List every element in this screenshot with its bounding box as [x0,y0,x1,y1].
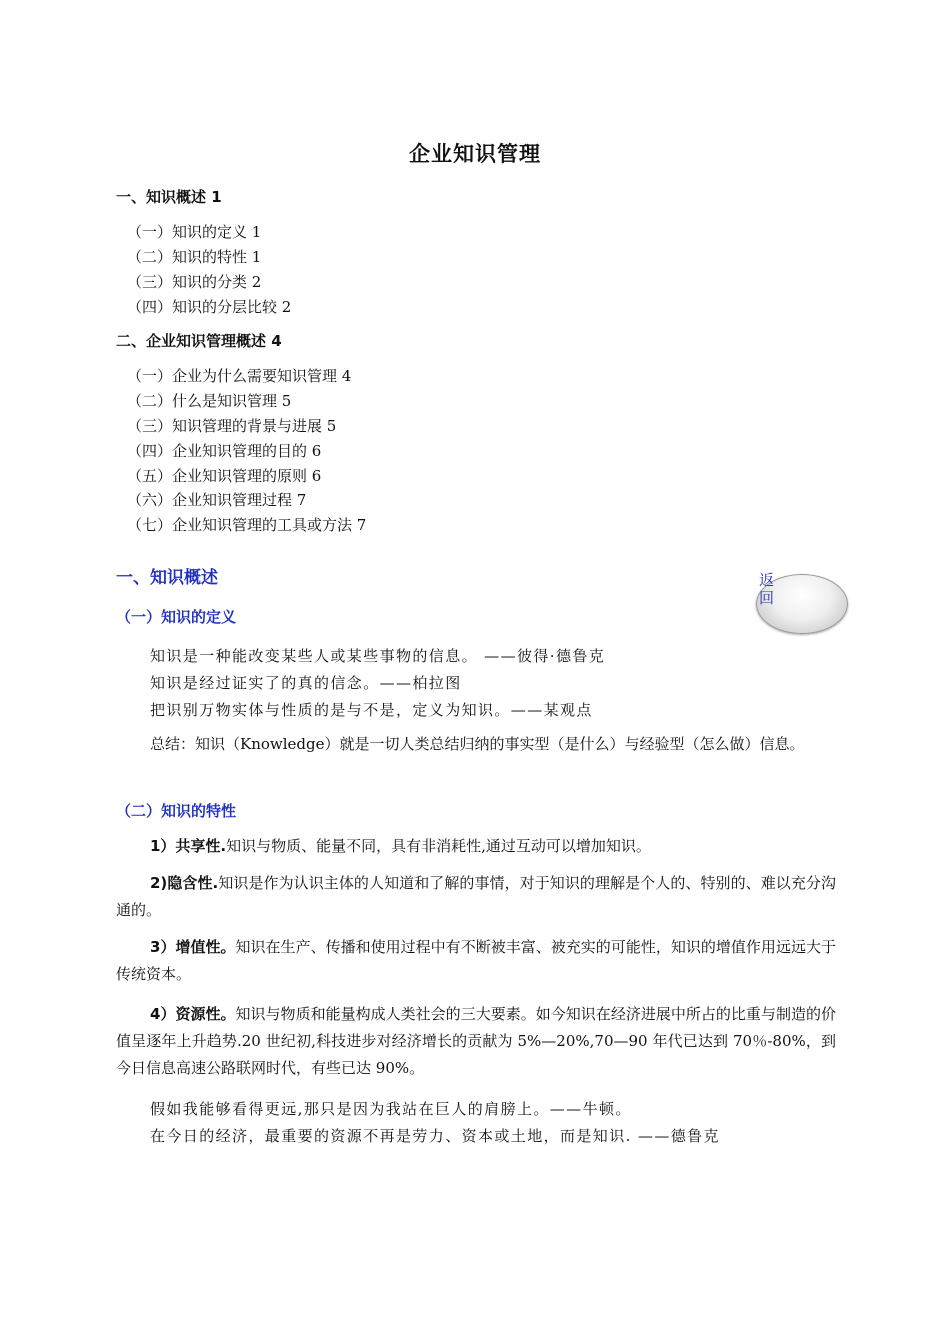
property-paragraph [116,870,836,924]
section-heading: 一、知识概述 [116,568,218,588]
toc-item[interactable]: （四）知识的分层比较 2 [127,298,292,316]
toc-item[interactable]: （一）企业为什么需要知识管理 4 [127,367,352,385]
return-button-label: 返回 [759,571,775,607]
toc-section-2[interactable]: 二、企业知识管理概述 4 [116,332,282,350]
toc-item[interactable]: （七）企业知识管理的工具或方法 7 [127,516,367,534]
toc-item[interactable]: （三）知识的分类 2 [127,273,262,291]
property-text: 知识在生产、传播和使用过程中有不断被丰富、被充实的可能性，知识的增值作用远远大于传统资本。 [116,938,836,983]
toc-item[interactable]: （二）什么是知识管理 5 [127,392,292,410]
property-label: 3）增值性。 [150,938,236,956]
summary-paragraph: 总结：知识（Knowledge）就是一切人类总结归纳的事实型（是什么）与经验型（怎么做）信息。 [150,735,805,753]
definition-quote: 知识是一种能改变某些人或某些事物的信息。 ——彼得·德鲁克 [150,647,606,665]
closing-quote: 假如我能够看得更远,那只是因为我站在巨人的肩膀上。——牛顿。 [150,1100,632,1118]
page-title: 企业知识管理 [409,142,541,166]
property-text: 知识与物质、能量不同，具有非消耗性,通过互动可以增加知识。 [226,837,651,855]
property-label: 4）资源性。 [150,1005,236,1023]
property-paragraph [116,934,836,988]
toc-item[interactable]: （六）企业知识管理过程 7 [127,491,307,509]
toc-item[interactable]: （五）企业知识管理的原则 6 [127,467,322,485]
subsection-heading: （二）知识的特性 [116,802,237,820]
return-button[interactable] [756,571,848,634]
toc-item[interactable]: （二）知识的特性 1 [127,248,262,266]
subsection-heading: （一）知识的定义 [116,608,237,626]
toc-item[interactable]: （三）知识管理的背景与进展 5 [127,417,337,435]
property-paragraph [116,833,836,860]
toc-item[interactable]: （四）企业知识管理的目的 6 [127,442,322,460]
toc-item[interactable]: （一）知识的定义 1 [127,223,262,241]
property-text: 知识与物质和能量构成人类社会的三大要素。如今知识在经济进展中所占的比重与制造的价值呈逐年上升趋势.20 世纪初,科技进步对经济增长的贡献为 5%—20%,70—90 年代已达到 70％-80%，到今日信息高速公路联网时代，有些已达 90%。 [116,1005,836,1077]
property-text: 知识是作为认识主体的人知道和了解的事情，对于知识的理解是个人的、特别的、难以充分沟通的。 [116,874,836,919]
definition-quote: 知识是经过证实了的真的信念。——柏拉图 [150,674,462,692]
property-label: 2)隐含性. [150,874,219,892]
property-paragraph [116,1001,836,1082]
property-label: 1）共享性. [150,837,227,855]
toc-section-1[interactable]: 一、知识概述 1 [116,188,222,206]
closing-quote: 在今日的经济，最重要的资源不再是劳力、资本或土地，而是知识. ——德鲁克 [150,1127,720,1145]
definition-quote: 把识别万物实体与性质的是与不是，定义为知识。——某观点 [150,701,593,719]
